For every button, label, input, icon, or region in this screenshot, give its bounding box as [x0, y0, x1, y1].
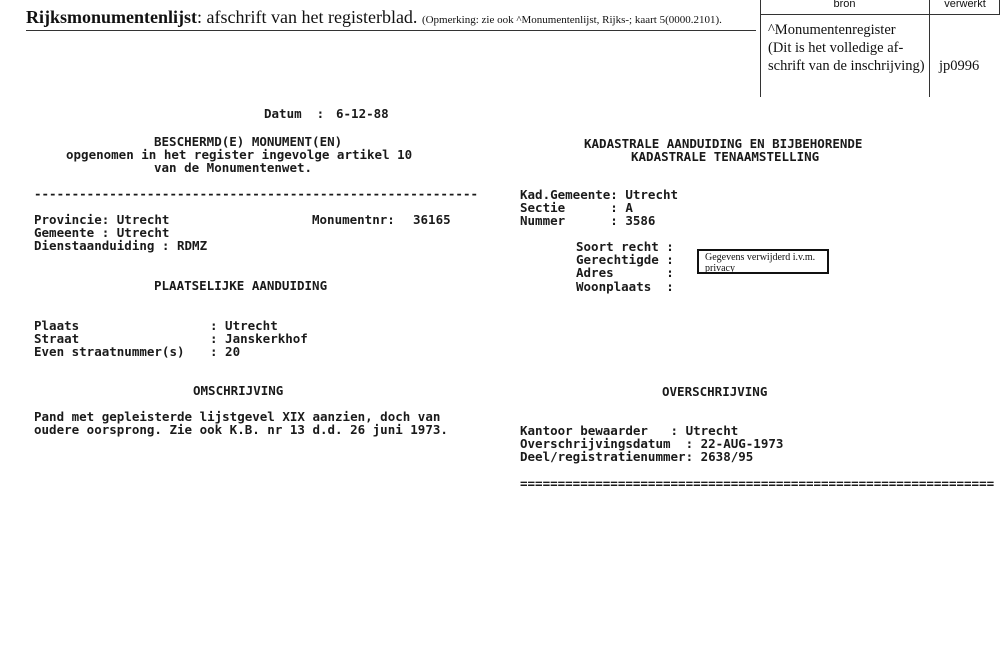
gemeente: Gemeente : Utrecht — [34, 225, 170, 240]
header-title-rest: : afschrift van het registerblad. — [197, 7, 418, 27]
woonplaats: Woonplaats : — [576, 279, 674, 294]
plaatselijke-title: PLAATSELIJKE AANDUIDING — [154, 278, 328, 293]
meta-table — [760, 0, 1000, 97]
nummer: Nummer : 3586 — [520, 213, 656, 228]
kantoor-bewaarder: Kantoor bewaarder : Utrecht — [520, 423, 739, 438]
datum-value: 6-12-88 — [336, 106, 389, 121]
beschermd-sub-1: opgenomen in het register ingevolge artikel 10 — [66, 147, 413, 162]
dienstaanduiding: Dienstaanduiding : RDMZ — [34, 238, 208, 253]
header-title-bold: Rijksmonumentenlijst — [26, 7, 198, 27]
beschermd-title: BESCHERMD(E) MONUMENT(EN) — [154, 134, 343, 149]
meta-bron-line-2: (Dit is het volledige af- — [768, 40, 904, 56]
meta-verwerkt-value: jp0996 — [939, 58, 980, 74]
datum-label: Datum : — [264, 106, 325, 121]
overschrijving-title: OVERSCHRIJVING — [662, 384, 768, 399]
provincie: Provincie: Utrecht — [34, 212, 170, 227]
meta-table-header-rule — [760, 14, 1000, 15]
even-value: : 20 — [210, 344, 241, 359]
overschrijvingsdatum: Overschrijvingsdatum : 22-AUG-1973 — [520, 436, 784, 451]
plaats-value: : Utrecht — [210, 318, 278, 333]
plaats-label: Plaats — [34, 318, 80, 333]
kadastrale-title-1: KADASTRALE AANDUIDING EN BIJBEHORENDE — [584, 136, 863, 151]
gerechtigde: Gerechtigde : — [576, 252, 674, 267]
even-label: Even straatnummer(s) — [34, 344, 185, 359]
equals-separator: =============================================================== — [520, 476, 995, 491]
soort-recht: Soort recht : — [576, 239, 674, 254]
beschermd-sub-2: van de Monumentenwet. — [154, 160, 313, 175]
meta-col-bron: bron — [833, 0, 856, 10]
meta-bron-line-1: ^Monumentenregister — [768, 22, 896, 38]
meta-col-verwerkt: verwerkt — [944, 0, 986, 10]
omschrijving-title: OMSCHRIJVING — [193, 383, 284, 398]
adres: Adres : — [576, 265, 674, 280]
straat-label: Straat — [34, 331, 80, 346]
sectie: Sectie : A — [520, 200, 633, 215]
privacy-notice-box: Gegevens verwijderd i.v.m. privacy — [697, 249, 829, 274]
monumentnr-value: 36165 — [413, 212, 451, 227]
kadastrale-title-2: KADASTRALE TENAAMSTELLING — [631, 149, 820, 164]
document-header — [26, 7, 722, 28]
header-rule — [26, 30, 756, 31]
omschrijving-line-1: Pand met gepleisterde lijstgevel XIX aanzien, doch van — [34, 409, 441, 424]
omschrijving-line-2: oudere oorsprong. Zie ook K.B. nr 13 d.d. 26 juni 1973. — [34, 422, 448, 437]
dashed-separator: ----------------------------------------------------------- — [34, 186, 479, 201]
meta-bron-line-3: schrift van de inschrijving) — [768, 58, 925, 74]
deel-registratienummer: Deel/registratienummer: 2638/95 — [520, 449, 754, 464]
kad-gemeente: Kad.Gemeente: Utrecht — [520, 187, 679, 202]
straat-value: : Janskerkhof — [210, 331, 308, 346]
header-note: (Opmerking: zie ook ^Monumentenlijst, Rijks-; kaart 5(0000.2101). — [421, 14, 722, 26]
monumentnr-label: Monumentnr: — [312, 212, 395, 227]
